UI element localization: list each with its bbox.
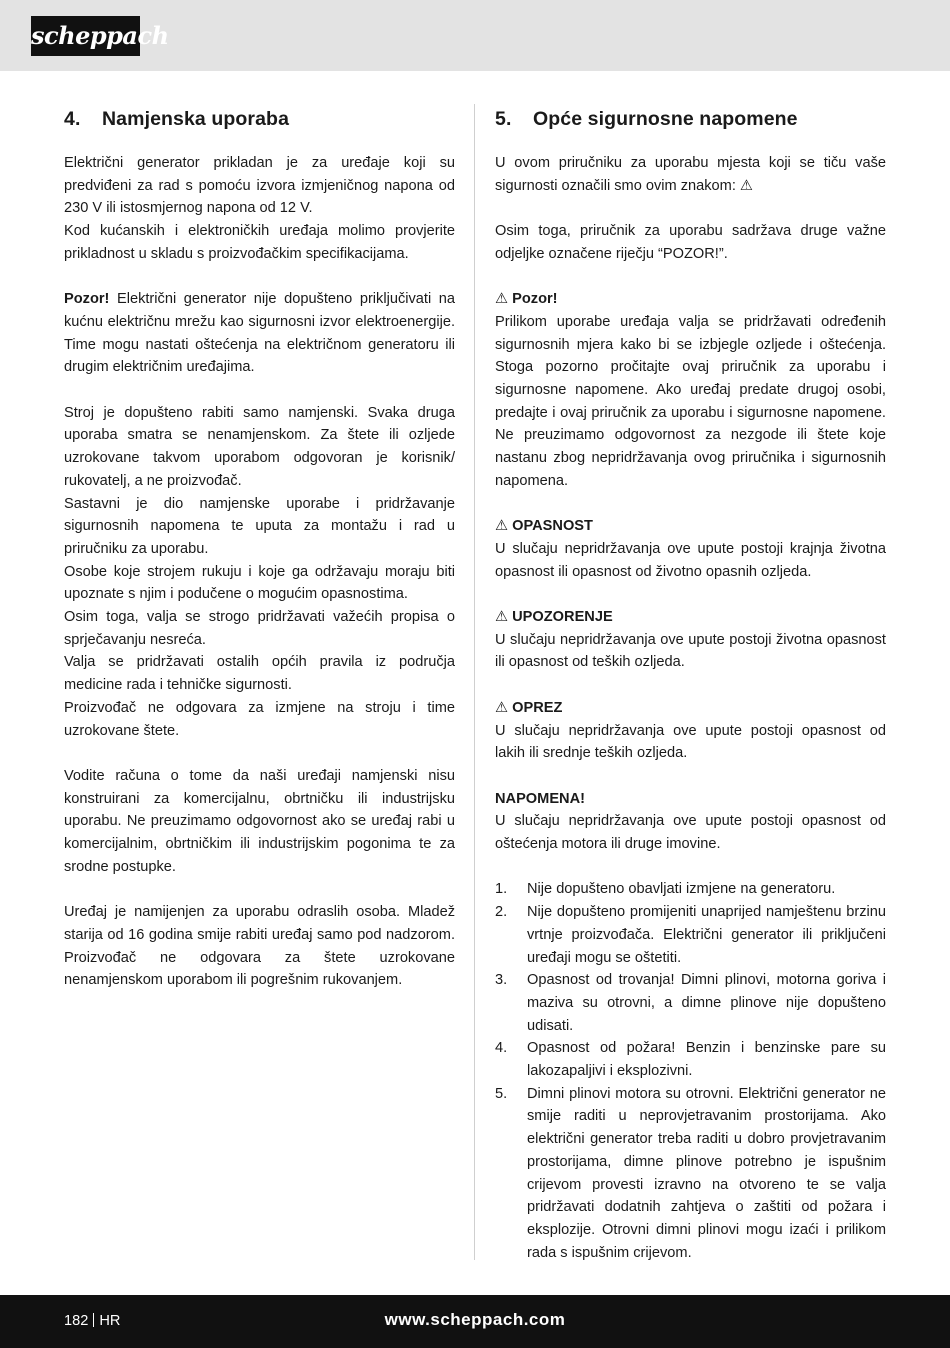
section-title: Namjenska uporaba bbox=[102, 108, 290, 130]
list-item: 1. Nije dopušteno obavljati izmjene na generatoru. bbox=[495, 881, 836, 898]
paragraph: Stroj je dopušteno rabiti samo namjenski. Svaka druga uporaba smatra se nenamjenskom. Za štete ili ozljede uzrokovane takvom uporabom odgovoran je korisnik/ rukovatelj, a ne proizvođač. bbox=[64, 404, 455, 489]
paragraph: Kod kućanskih i elektroničkih uređaja molimo provjerite prikladnost u skladu s proizvođačkim specifikacijama. bbox=[64, 223, 455, 262]
section-title: Opće sigurnosne napomene bbox=[533, 108, 798, 130]
list-item: 3. Opasnost od trovanja! Dimni plinovi, motorna goriva i maziva su otrovni, a dimne plinove nije dopušteno udisati. bbox=[495, 972, 886, 1034]
section-number: 5. bbox=[495, 108, 512, 130]
list-item: 5. Dimni plinovi motora su otrovni. Električni generator ne smije raditi u neprovjetravanim prostorijama. Ako električni generator treba raditi u dobro provjetravanim prostorijama, dimne plinove potrebno je ispušnim crijevom provesti izravno na otvoreno te se valja pridržavati dodatnih zahtjeva o zaštiti od požara i eksplozije. Otrovni dimni plinovi mogu izaći i prilikom rada s ispušnim crijevom. bbox=[495, 1085, 886, 1261]
opasnost-label: ⚠ OPASNOST bbox=[495, 518, 593, 535]
pozor-label: ⚠ Pozor! bbox=[495, 291, 558, 308]
paragraph: Električni generator prikladan je za uređaje koji su predviđeni za rad s pomoću izvora izmjeničnog napona od 230 V ili istosmjernog napona od 12 V. bbox=[64, 155, 455, 217]
napomena-label: NAPOMENA! bbox=[495, 790, 585, 807]
section-safety-notes bbox=[495, 104, 886, 1264]
section-heading bbox=[495, 104, 886, 134]
paragraph: U slučaju nepridržavanja ove upute postoji opasnost od oštećenja motora ili druge imovine. bbox=[495, 813, 886, 852]
column-divider bbox=[474, 104, 475, 1260]
pozor-text: Električni generator nije dopušteno priključivati na kućnu električnu mrežu kao sigurnosni izvor elektroenergije. Time mogu nastati oštećenja na električnom generatoru ili drugim električnim uređajima. bbox=[64, 291, 455, 376]
paragraph: U ovom priručniku za uporabu mjesta koji se tiču vaše sigurnosti označili smo ovim znakom: ⚠ bbox=[495, 155, 886, 194]
brand-logo: scheppach bbox=[31, 16, 140, 56]
paragraph: U slučaju nepridržavanja ove upute postoji krajnja životna opasnost ili opasnost od životno opasnih ozljeda. bbox=[495, 540, 886, 580]
pozor-label: Pozor! bbox=[64, 291, 110, 308]
paragraph: U slučaju nepridržavanja ove upute postoji životna opasnost ili opasnost od teških ozljeda. bbox=[495, 631, 886, 671]
safety-list bbox=[495, 878, 886, 1264]
header-bar bbox=[0, 0, 950, 71]
paragraph: Sastavni je dio namjenske uporabe i pridržavanje sigurnosnih napomena te uputa za montažu i rad u priručniku za uporabu. bbox=[64, 495, 455, 557]
list-item: 4. Opasnost od požara! Benzin i benzinske pare su lakozapaljivi i eksplozivni. bbox=[495, 1040, 886, 1080]
paragraph: Prilikom uporabe uređaja valja se pridržavati određenih sigurnosnih mjera kako bi se izbjegle ozljede i oštećenja. Stoga pozorno pročitajte ovaj priručnik za uporabu i sigurnosne napomene. Ako uređaj predate drugoj osobi, predajte i ovaj priručnik za uporabu i sigurnosne napomene. Ne preuzimamo odgovornost za nezgode ili štete koje nastanu zbog nepridržavanja ovog priručnika i sigurnosnih napomena. bbox=[495, 313, 886, 489]
paragraph: Osim toga, valja se strogo pridržavati važećih propisa o sprječavanju nesreća. bbox=[64, 609, 455, 648]
section-heading bbox=[64, 104, 455, 134]
paragraph: Osobe koje strojem rukuju i koje ga održavaju moraju biti upoznate s njim i podučene o mogućim opasnostima. bbox=[64, 563, 455, 603]
upozorenje-label: ⚠ UPOZORENJE bbox=[495, 609, 613, 625]
paragraph: Proizvođač ne odgovara za izmjene na stroju i time uzrokovane štete. bbox=[64, 699, 455, 739]
paragraph: U slučaju nepridržavanja ove upute postoji opasnost od lakih ili srednje teških ozljeda. bbox=[495, 722, 886, 762]
paragraph: Valja se pridržavati ostalih općih pravila iz područja medicine rada i tehničke sigurnosti. bbox=[64, 654, 455, 694]
oprez-label: ⚠ OPREZ bbox=[495, 699, 563, 716]
paragraph: Vodite računa o tome da naši uređaji namjenski nisu konstruirani za komercijalnu, obrtničku ili industrijsku uporabu. Ne preuzimamo odgovornost ako se uređaj rabi u komercijalnim, obrtničkim ili industrijskim pogonima te za srodne postupke. bbox=[64, 767, 455, 875]
footer-bar bbox=[0, 1295, 950, 1348]
paragraph-warning bbox=[64, 288, 455, 379]
section-intended-use bbox=[64, 104, 455, 992]
paragraph: Osim toga, priručnik za uporabu sadržava druge važne odjeljke označene riječju “POZOR!”. bbox=[495, 223, 886, 262]
paragraph: Uređaj je namijenjen za uporabu odraslih osoba. Mladež starija od 16 godina smije rabiti uređaj samo pod nadzorom. Proizvođač ne odgovara za štete uzrokovane nenamjenskom uporabom ili pogrešnim rukovanjem. bbox=[64, 904, 455, 989]
website-link[interactable]: www.scheppach.com bbox=[384, 1310, 566, 1329]
list-item: 2. Nije dopušteno promijeniti unaprijed namještenu brzinu vrtnje proizvođača. Električni generator ili priključeni uređaji mogu se oštetiti. bbox=[495, 904, 886, 966]
page-number: 182 HR bbox=[64, 1313, 121, 1329]
section-number: 4. bbox=[64, 108, 81, 130]
